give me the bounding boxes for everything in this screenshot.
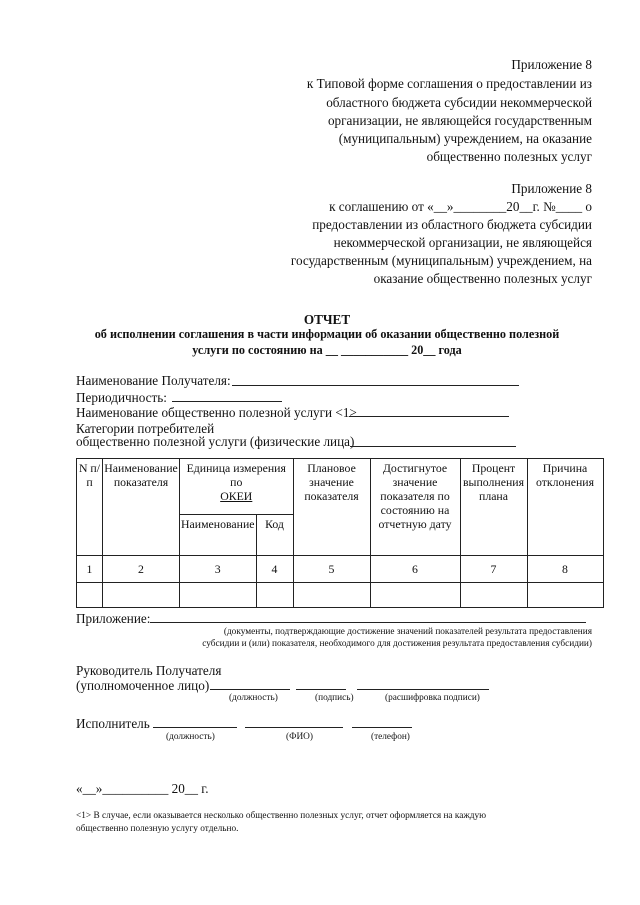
appendix-1-title: Приложение 8 <box>511 57 592 72</box>
col-number: 1 <box>77 556 103 583</box>
report-subtitle-1: об исполнении соглашения в части информации об оказании общественно полезной <box>94 327 560 341</box>
col-number: 3 <box>180 556 257 583</box>
service-name-label: Наименование общественно полезной услуги <1> <box>76 405 357 420</box>
appendix-1-line-3: организации, не являющейся государственным <box>327 113 592 128</box>
recipient-label: Наименование Получателя: <box>76 373 231 388</box>
table-cell[interactable] <box>527 583 603 608</box>
periodicity-line <box>172 401 282 402</box>
header-okei: ОКЕИ <box>220 489 253 503</box>
table-cell[interactable] <box>460 583 527 608</box>
report-table <box>76 458 604 608</box>
header-num: N п/п <box>77 459 103 556</box>
head-decoding-line <box>357 689 489 690</box>
executor-fio-line <box>245 727 343 728</box>
appendix-1-line-1: к Типовой форме соглашения о предоставлении из <box>306 76 592 91</box>
head-signature-caption: (подпись) <box>315 693 354 703</box>
appendix-2-line-4: государственным (муниципальным) учреждением, на <box>290 253 592 268</box>
table-row <box>77 583 604 608</box>
executor-label: Исполнитель <box>76 716 150 731</box>
head-position-caption: (должность) <box>229 693 278 703</box>
footnote-line-1: <1> В случае, если оказывается несколько общественно полезных услуг, отчет оформляется на каждую <box>76 811 487 821</box>
executor-position-line <box>153 727 237 728</box>
header-percent: Процент выполнения плана <box>460 459 527 556</box>
appendix-1-line-2: областного бюджета субсидии некоммерческой <box>326 95 592 110</box>
categories-label-1: Категории потребителей <box>76 421 215 436</box>
categories-line <box>350 446 516 447</box>
header-indicator: Наименование показателя <box>103 459 180 556</box>
service-name-line <box>349 416 509 417</box>
appendix-2-line-2: предоставлении из областного бюджета субсидии <box>312 217 592 232</box>
appendix-2-line-1: к соглашению от «__»________20__г. №____ о <box>329 199 592 214</box>
date-line: «__»__________ 20__ г. <box>76 781 209 796</box>
col-number: 4 <box>256 556 293 583</box>
head-position-line <box>210 689 290 690</box>
header-planned: Плановое значение показателя <box>293 459 370 556</box>
attachment-line <box>150 622 586 623</box>
appendix-2-line-5: оказание общественно полезных услуг <box>373 271 592 286</box>
table-cell[interactable] <box>180 583 257 608</box>
header-unit-name: Наименование <box>180 515 257 556</box>
col-number: 7 <box>460 556 527 583</box>
table-cell[interactable] <box>103 583 180 608</box>
executor-fio-caption: (ФИО) <box>286 732 313 742</box>
footnote-line-2: общественно полезную услугу отдельно. <box>76 824 239 834</box>
report-title: ОТЧЕТ <box>303 312 351 327</box>
col-number: 5 <box>293 556 370 583</box>
header-achieved: Достигнутое значение показателя по состоянию на отчетную дату <box>370 459 460 556</box>
header-code: Код <box>256 515 293 556</box>
appendix-1-line-5: общественно полезных услуг <box>426 149 592 164</box>
header-reason: Причина отклонения <box>527 459 603 556</box>
head-label-1: Руководитель Получателя <box>76 663 222 678</box>
col-number: 2 <box>103 556 180 583</box>
attachment-note-1: (документы, подтверждающие достижение значений показателей результата предоставления <box>223 627 592 637</box>
header-unit-text: Единица измерения по <box>186 461 286 489</box>
executor-phone-line <box>352 727 412 728</box>
table-cell[interactable] <box>370 583 460 608</box>
header-unit <box>180 459 294 515</box>
appendix-2-title: Приложение 8 <box>511 181 592 196</box>
head-label-2: (уполномоченное лицо) <box>76 678 210 693</box>
table-cell[interactable] <box>256 583 293 608</box>
attachment-label: Приложение: <box>76 611 151 626</box>
appendix-1-line-4: (муниципальным) учреждением, на оказание <box>338 131 592 146</box>
appendix-2-line-3: некоммерческой организации, не являющейся <box>333 235 592 250</box>
categories-label-2: общественно полезной услуги (физические лица) <box>76 434 355 449</box>
attachment-note-2: субсидии и (или) показателя, необходимого для достижения результата предоставления субсидии) <box>202 639 592 649</box>
head-decoding-caption: (расшифровка подписи) <box>385 693 480 703</box>
report-subtitle-2: услуги по состоянию на __ ___________ 20__ года <box>192 343 462 357</box>
col-number: 8 <box>527 556 603 583</box>
executor-position-caption: (должность) <box>166 732 215 742</box>
periodicity-label: Периодичность: <box>76 390 167 405</box>
table-cell[interactable] <box>293 583 370 608</box>
executor-phone-caption: (телефон) <box>371 732 410 742</box>
table-cell[interactable] <box>77 583 103 608</box>
recipient-line <box>232 385 519 386</box>
col-number: 6 <box>370 556 460 583</box>
head-signature-line <box>296 689 346 690</box>
